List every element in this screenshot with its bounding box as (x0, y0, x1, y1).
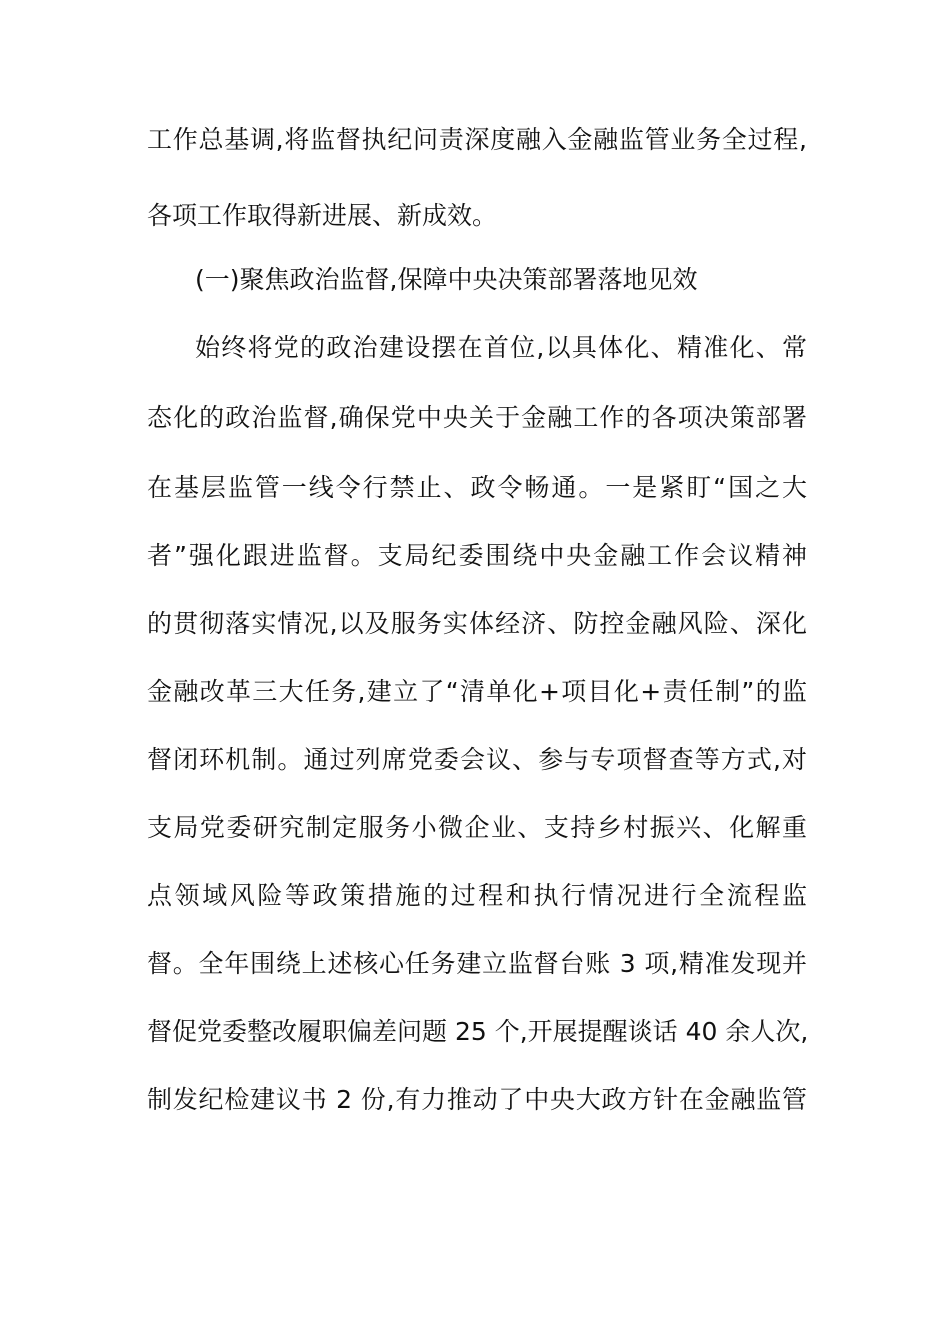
paragraph-line: 在基层监管一线令行禁止、政令畅通。一是紧盯“国之大 (147, 473, 807, 502)
paragraph-line: 者”强化跟进监督。支局纪委围绕中央金融工作会议精神 (147, 541, 807, 570)
paragraph-line: 各项工作取得新进展、新成效。 (147, 201, 498, 230)
paragraph-line: 督闭环机制。通过列席党委会议、参与专项督查等方式,对 (147, 745, 807, 774)
paragraph-line: 督。全年围绕上述核心任务建立监督台账 3 项,精准发现并 (147, 949, 807, 978)
paragraph-line: 点领域风险等政策措施的过程和执行情况进行全流程监 (147, 881, 807, 910)
paragraph-line: 支局党委研究制定服务小微企业、支持乡村振兴、化解重 (147, 813, 807, 842)
paragraph-line: 金融改革三大任务,建立了“清单化+项目化+责任制”的监 (147, 677, 807, 706)
paragraph-line: 督促党委整改履职偏差问题 25 个,开展提醒谈话 40 余人次, (147, 1017, 809, 1046)
section-heading: (一)聚焦政治监督,保障中央决策部署落地见效 (195, 265, 698, 294)
paragraph-line: 的贯彻落实情况,以及服务实体经济、防控金融风险、深化 (147, 609, 807, 638)
paragraph-line: 态化的政治监督,确保党中央关于金融工作的各项决策部署 (147, 403, 807, 432)
paragraph-line: 始终将党的政治建设摆在首位,以具体化、精准化、常 (195, 333, 807, 362)
paragraph-line: 制发纪检建议书 2 份,有力推动了中央大政方针在金融监管 (147, 1085, 807, 1114)
paragraph-line: 工作总基调,将监督执纪问责深度融入金融监管业务全过程, (147, 125, 807, 154)
